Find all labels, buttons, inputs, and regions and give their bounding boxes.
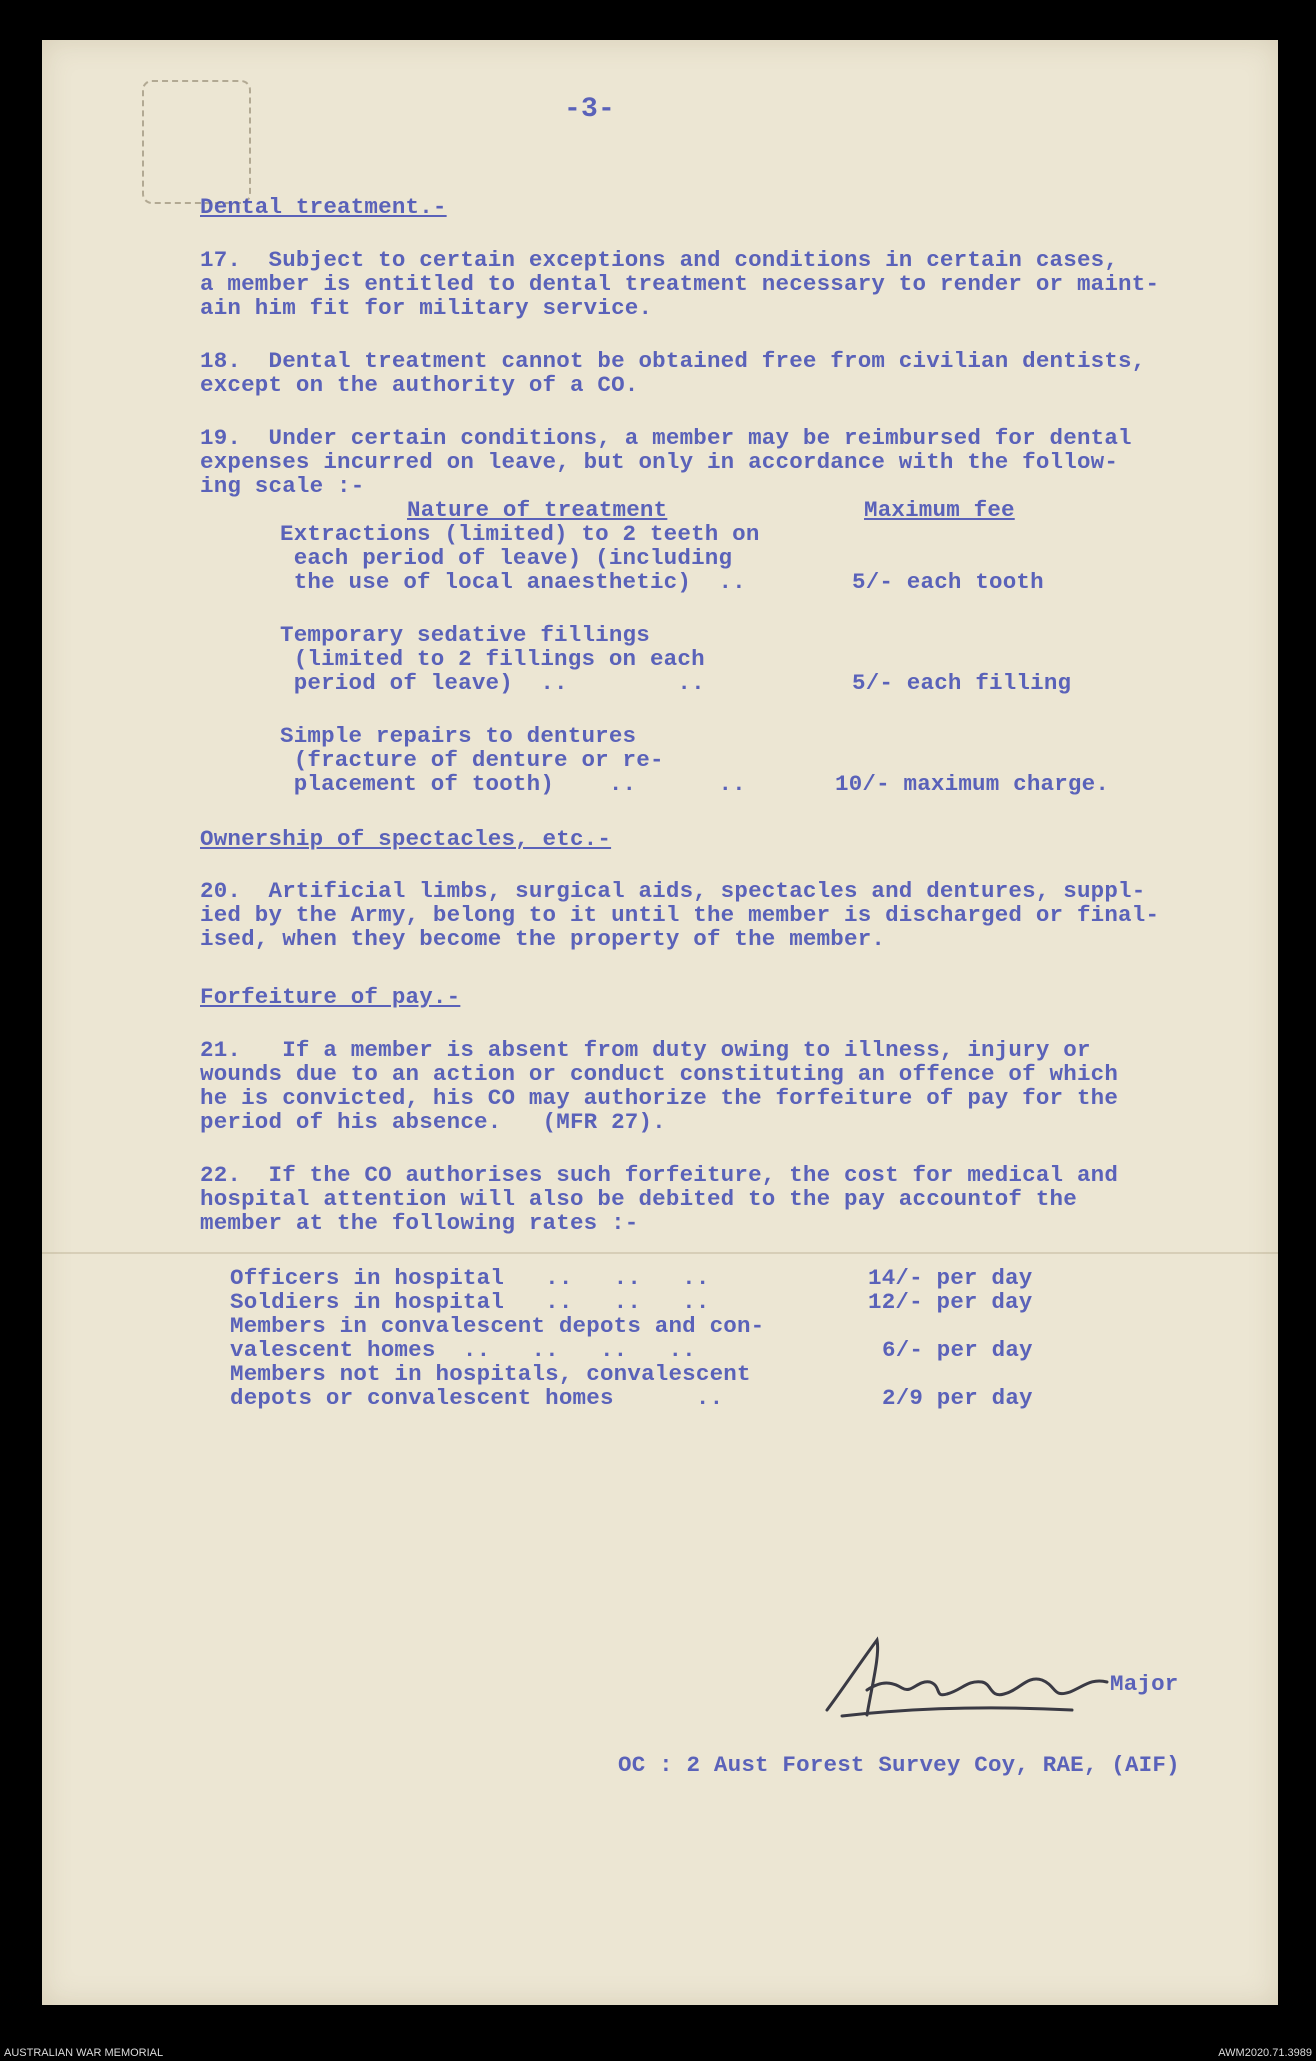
scale-row-3-fee: 10/- maximum charge.	[835, 771, 1110, 797]
ownership-heading: Ownership of spectacles, etc.-	[200, 826, 612, 852]
scale-row-2-line-3: period of leave) .. ..	[280, 670, 733, 696]
document-page	[42, 40, 1278, 2005]
dental-heading: Dental treatment.-	[200, 194, 447, 220]
para-20-line-3: ised, when they become the property of the member.	[200, 926, 886, 952]
rate-row-2-label: Soldiers in hospital .. .. ..	[230, 1289, 710, 1315]
footer-right: AWM2020.71.3989	[1218, 2047, 1312, 2059]
para-19-line-3: ing scale :-	[200, 473, 365, 499]
para-18-line-2: except on the authority of a CO.	[200, 372, 639, 398]
scale-header-fee: Maximum fee	[864, 497, 1015, 523]
para-17-line-1: 17. Subject to certain exceptions and conditions in certain cases,	[200, 247, 1119, 273]
signatory-rank: Major	[1110, 1671, 1179, 1697]
para-21-line-3: he is convicted, his CO may authorize the forfeiture of pay for the	[200, 1085, 1119, 1111]
scale-header-treatment: Nature of treatment	[407, 497, 668, 523]
rate-row-3-value: 6/- per day	[882, 1337, 1033, 1363]
para-22-line-2: hospital attention will also be debited to the pay accountof the	[200, 1186, 1077, 1212]
page-number: -3-	[564, 94, 616, 125]
para-21-line-2: wounds due to an action or conduct constituting an offence of which	[200, 1061, 1119, 1087]
para-17-line-2: a member is entitled to dental treatment necessary to render or maint-	[200, 271, 1160, 297]
para-21-line-4: period of his absence. (MFR 27).	[200, 1109, 666, 1135]
para-22-line-1: 22. If the CO authorises such forfeiture, the cost for medical and	[200, 1162, 1119, 1188]
rate-row-3-label-2: valescent homes .. .. .. ..	[230, 1337, 696, 1363]
scale-row-3-line-1: Simple repairs to dentures	[280, 723, 637, 749]
scale-row-2-line-2: (limited to 2 fillings on each	[280, 646, 705, 672]
para-19-line-2: expenses incurred on leave, but only in accordance with the follow-	[200, 449, 1119, 475]
para-22-line-3: member at the following rates :-	[200, 1210, 639, 1236]
footer-left: AUSTRALIAN WAR MEMORIAL	[4, 2047, 164, 2059]
rate-row-1-value: 14/- per day	[868, 1265, 1033, 1291]
rate-row-4-value: 2/9 per day	[882, 1385, 1033, 1411]
scale-row-2-fee: 5/- each filling	[852, 670, 1072, 696]
para-18-line-1: 18. Dental treatment cannot be obtained free from civilian dentists,	[200, 348, 1146, 374]
scale-row-3-line-2: (fracture of denture or re-	[280, 747, 664, 773]
scale-row-1-line-2: each period of leave) (including	[280, 545, 733, 571]
scale-row-1-line-3: the use of local anaesthetic) ..	[280, 569, 774, 595]
forfeiture-heading: Forfeiture of pay.-	[200, 984, 461, 1010]
rate-row-4-label-1: Members not in hospitals, convalescent	[230, 1361, 751, 1387]
rate-row-1-label: Officers in hospital .. .. ..	[230, 1265, 710, 1291]
rate-row-4-label-2: depots or convalescent homes ..	[230, 1385, 724, 1411]
scale-row-1-line-1: Extractions (limited) to 2 teeth on	[280, 521, 760, 547]
staple-holes-mark	[142, 80, 251, 204]
para-21-line-1: 21. If a member is absent from duty owing to illness, injury or	[200, 1037, 1091, 1063]
signatory-unit: OC : 2 Aust Forest Survey Coy, RAE, (AIF)	[618, 1752, 1180, 1778]
scale-row-3-line-3: placement of tooth) .. ..	[280, 771, 774, 797]
rate-row-2-value: 12/- per day	[868, 1289, 1033, 1315]
para-19-line-1: 19. Under certain conditions, a member may be reimbursed for dental	[200, 425, 1132, 451]
rate-row-3-label-1: Members in convalescent depots and con-	[230, 1313, 765, 1339]
para-20-line-2: ied by the Army, belong to it until the member is discharged or final-	[200, 902, 1160, 928]
para-20-line-1: 20. Artificial limbs, surgical aids, spectacles and dentures, suppl-	[200, 878, 1146, 904]
scale-row-2-line-1: Temporary sedative fillings	[280, 622, 650, 648]
para-17-line-3: ain him fit for military service.	[200, 295, 653, 321]
handwritten-signature	[822, 1620, 1122, 1730]
scale-row-1-fee: 5/- each tooth	[852, 569, 1044, 595]
